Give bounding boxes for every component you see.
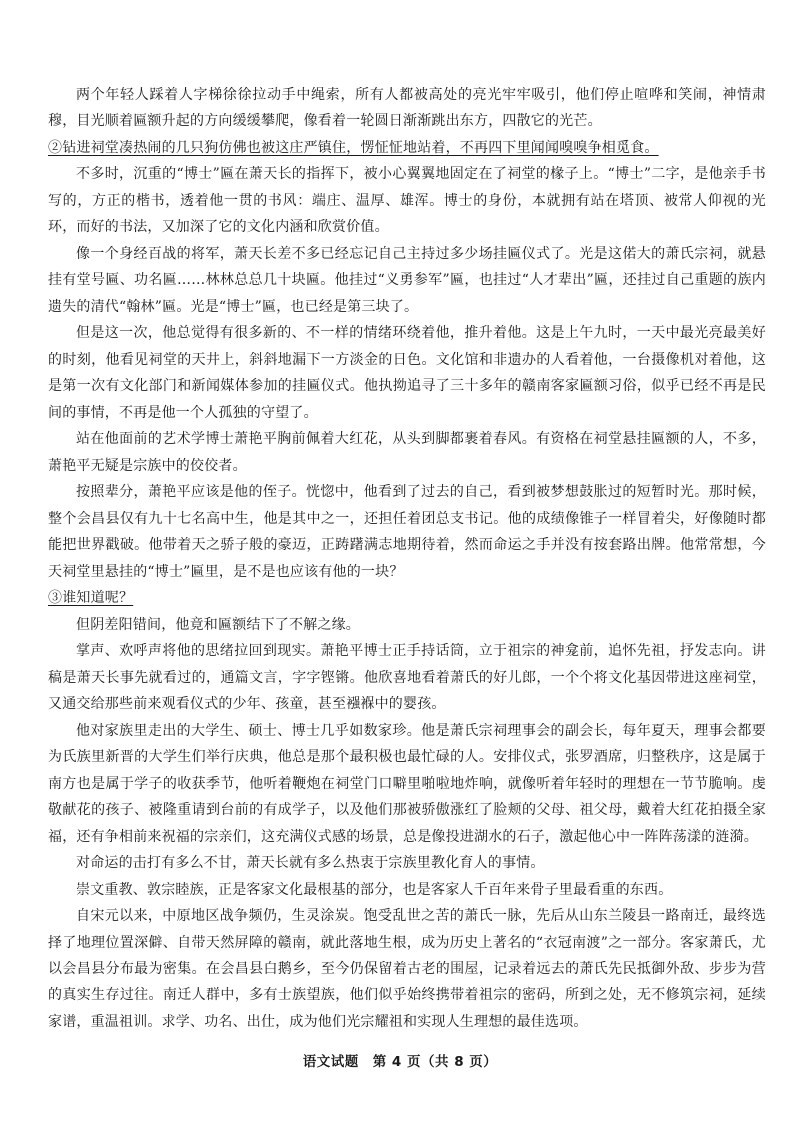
paragraph-6: 站在他面前的艺术学博士萧艳平胸前佩着大红花，从头到脚都裹着春风。有资格在祠堂悬挂匾额的人，不多，萧艳平无疑是宗族中的佼佼者。 (48, 431, 766, 474)
paragraph-11: 他对家族里走出的大学生、硕士、博士几乎如数家珍。他是萧氏宗祠理事会的副会长，每年夏天，理事会都要为氏族里新晋的大学生们举行庆典，他总是那个最积极也最忙碌的人。安排仪式，张罗酒席，归整秩序，这是属于南方也是属于学子的收获季节，他听着鞭炮在祠堂门口噼里啪啦地炸响，就像听着年轻时的理想在一节节脆响。虔敬献花的孩子、被隆重请到台前的有成学子，以及他们那被骄傲涨红了脸颊的父母、祖父母，戴着大红花拍摄全家福，还有争相前来祝福的宗亲们，这充满仪式感的场景，总是像投进湖水的石子，激起他心中一阵阵荡漾的涟漪。 (48, 722, 766, 845)
article-body (48, 82, 766, 1035)
paragraph-13: 崇文重教、敦宗睦族，正是客家文化最根基的部分，也是客家人千百年来骨子里最看重的东西。 (76, 881, 673, 898)
paragraph-3: 不多时，沉重的“博士”匾在萧天长的指挥下，被小心翼翼地固定在了祠堂的椽子上。“博士”二字，是他亲手书写的，方正的楷书，透着他一贯的书风：端庄、温厚、雄浑。博士的身份，本就拥有站在塔顶、被常人仰视的光环，而好的书法，又加深了它的文化内涵和欣赏价值。 (48, 166, 766, 236)
paragraph-9: 但阴差阳错间，他竟和匾额结下了不解之缘。 (76, 616, 360, 633)
paragraph-5: 但是这一次，他总觉得有很多新的、不一样的情绪环绕着他，推升着他。这是上午九时，一天中最光亮最美好的时刻，他看见祠堂的天井上，斜斜地漏下一方淡金的日色。文化馆和非遗办的人看着他，一台摄像机对着他，这是第一次有文化部门和新闻媒体参加的挂匾仪式。他执拗追寻了三十多年的赣南客家匾额习俗，似乎已经不再是民间的事情，不再是他一个人孤独的守望了。 (48, 325, 766, 421)
paragraph-7: 按照辈分，萧艳平应该是他的侄子。恍惚中，他看到了过去的自己，看到被梦想鼓胀过的短暂时光。那时候，整个会昌县仅有九十七名高中生，他是其中之一，还担任着团总支书记。他的成绩像锥子一样冒着尖，好像随时都能把世界戳破。他带着天之骄子般的豪迈，正踌躇满志地期待着，然而命运之手并没有按套路出牌。他常常想，今天祠堂里悬挂的“博士”匾里，是不是也应该有他的一块？ (48, 484, 766, 580)
paragraph-4: 像一个身经百战的将军，萧天长差不多已经忘记自己主持过多少场挂匾仪式了。光是这偌大的萧氏宗祠，就悬挂有堂号匾、功名匾……林林总总几十块匾。他挂过“义勇参军”匾，也挂过“人才辈出”匾，还挂过自己重题的族内遗失的清代“翰林”匾。光是“博士”匾，也已经是第三块了。 (48, 245, 766, 315)
paragraph-2-marked-sentence: ②钻进祠堂凑热闹的几只狗仿佛也被这庄严镇住，愣怔怔地站着，不再四下里闻闻嗅嗅争相觅食。 (48, 139, 659, 156)
paragraph-8-marked-sentence: ③谁知道呢？ (48, 590, 134, 607)
paragraph-10: 掌声、欢呼声将他的思绪拉回到现实。萧艳平博士正手持话筒，立于祖宗的神龛前，追怀先祖，抒发志向。讲稿是萧天长事先就看过的，通篇文言，字字铿锵。他欣喜地看着萧氏的好儿郎，一个个将文化基因带进这座祠堂，又通交给那些前来观看仪式的少年、孩童，甚至襁褓中的婴孩。 (48, 643, 766, 713)
paragraph-1: 两个年轻人踩着人字梯徐徐拉动手中绳索，所有人都被高处的亮光牢牢吸引，他们停止喧哗和笑闹，神情肃穆，目光顺着匾额升起的方向缓缓攀爬，像看着一轮圆日渐渐跳出东方，四散它的光芒。 (48, 87, 766, 130)
page-footer: 语文试题 第 4 页（共 8 页） (302, 1054, 498, 1070)
paragraph-12: 对命运的击打有多么不甘，萧天长就有多么热衷于宗族里教化育人的事情。 (76, 855, 545, 872)
paragraph-14: 自宋元以来，中原地区战争频仍，生灵涂炭。饱受乱世之苦的萧氏一脉，先后从山东兰陵县一路南迁，最终选择了地理位置深僻、自带天然屏障的赣南，就此落地生根，成为历史上著名的“衣冠南渡”之一部分。客家萧氏，尤以会昌县分布最为密集。在会昌县白鹅乡，至今仍保留着古老的围屋，记录着远去的萧氏先民抵御外敌、步步为营的真实生存过往。南迁人群中，多有士族望族，他们似乎始终携带着祖宗的密码，所到之处，无不修筑宗祠，延续家谱，重温祖训。求学、功名、出仕，成为他们光宗耀祖和实现人生理想的最佳选项。 (48, 908, 766, 1030)
